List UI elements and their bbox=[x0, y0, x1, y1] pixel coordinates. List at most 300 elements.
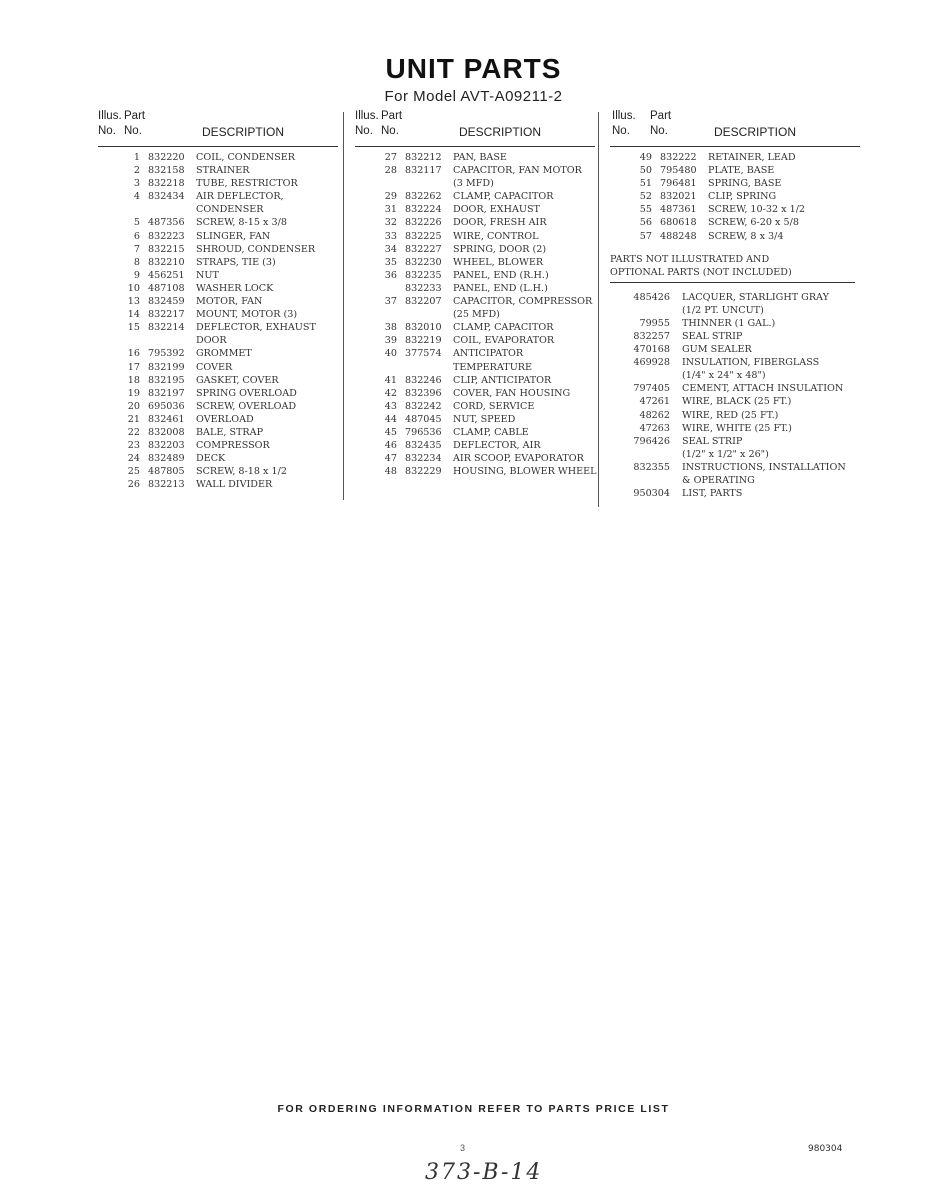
part-number bbox=[610, 369, 682, 382]
list-item bbox=[355, 151, 595, 164]
list-item bbox=[355, 321, 595, 334]
illus-number bbox=[98, 334, 148, 347]
header-rule bbox=[610, 146, 860, 147]
header-rule bbox=[355, 146, 595, 147]
part-description: SCREW, 10-32 x 1/2 bbox=[708, 204, 806, 216]
parts-column-1 bbox=[98, 110, 338, 491]
list-item bbox=[98, 400, 338, 413]
part-number: 832021 bbox=[660, 191, 697, 203]
part-number: 832212 bbox=[405, 152, 442, 163]
part-number: 832226 bbox=[405, 217, 442, 229]
part-description: INSULATION, FIBERGLASS bbox=[682, 357, 820, 369]
illus-number: 50 bbox=[639, 165, 652, 177]
list-item bbox=[610, 409, 860, 422]
list-item bbox=[610, 317, 860, 330]
list-item bbox=[355, 243, 595, 256]
part-number: 832210 bbox=[148, 256, 185, 268]
part-description: SCREW, 8-15 x 3/8 bbox=[196, 217, 287, 229]
part-number: 47261 bbox=[639, 396, 670, 408]
list-item bbox=[98, 426, 338, 439]
illus-number: 17 bbox=[127, 361, 140, 373]
part-number: 832197 bbox=[148, 387, 185, 399]
list-item bbox=[610, 164, 860, 177]
part-number: 487361 bbox=[660, 204, 697, 216]
part-description: SHROUD, CONDENSER bbox=[196, 243, 316, 255]
illus-number: 39 bbox=[384, 335, 397, 347]
part-description: CAPACITOR, COMPRESSOR bbox=[453, 296, 593, 308]
illus-number: 28 bbox=[384, 165, 397, 177]
list-item bbox=[355, 426, 595, 439]
header-illus-no: No. bbox=[612, 125, 630, 137]
part-description: LACQUER, STARLIGHT GRAY bbox=[682, 291, 829, 303]
part-number bbox=[405, 308, 453, 321]
part-number: 487356 bbox=[148, 217, 185, 229]
part-number: 832213 bbox=[148, 479, 185, 491]
list-item bbox=[98, 465, 338, 478]
list-item bbox=[355, 439, 595, 452]
illus-number: 25 bbox=[127, 466, 140, 478]
illus-number: 34 bbox=[384, 243, 397, 255]
illus-number: 57 bbox=[639, 230, 652, 242]
part-number: 377574 bbox=[405, 348, 442, 360]
part-number: 832230 bbox=[405, 256, 442, 268]
part-number: 832246 bbox=[405, 374, 442, 386]
part-number: 832214 bbox=[148, 322, 185, 334]
page-number: 3 bbox=[460, 1143, 466, 1153]
part-number: 796426 bbox=[633, 435, 670, 447]
list-item bbox=[610, 369, 860, 382]
part-number: 832242 bbox=[405, 400, 442, 412]
part-number: 487108 bbox=[148, 282, 185, 294]
part-description: WIRE, RED (25 FT.) bbox=[682, 409, 779, 421]
list-item bbox=[355, 256, 595, 269]
column-divider bbox=[598, 112, 599, 507]
part-description: COMPRESSOR bbox=[196, 440, 270, 452]
part-description: SCREW, 6-20 x 5/8 bbox=[708, 217, 799, 229]
illus-number: 20 bbox=[127, 400, 140, 412]
illus-number: 31 bbox=[384, 204, 397, 216]
part-number: 456251 bbox=[148, 269, 185, 281]
illus-number: 13 bbox=[127, 296, 140, 308]
illus-number: 45 bbox=[384, 426, 397, 438]
illus-number: 21 bbox=[127, 413, 140, 425]
part-number: 832219 bbox=[405, 335, 442, 347]
list-item bbox=[610, 330, 860, 343]
list-item bbox=[610, 343, 860, 356]
part-number: 832225 bbox=[405, 230, 442, 242]
part-number: 832223 bbox=[148, 230, 185, 242]
illus-number: 35 bbox=[384, 256, 397, 268]
list-item bbox=[610, 448, 860, 461]
part-number: 832396 bbox=[405, 387, 442, 399]
illus-number: 1 bbox=[133, 152, 140, 163]
part-description: DOOR, FRESH AIR bbox=[453, 217, 547, 229]
part-description: LIST, PARTS bbox=[682, 488, 743, 500]
illus-number: 23 bbox=[127, 440, 140, 452]
part-description: COIL, EVAPORATOR bbox=[453, 335, 555, 347]
part-number bbox=[610, 304, 682, 317]
part-description: STRAPS, TIE (3) bbox=[196, 256, 276, 268]
part-description: SPRING, BASE bbox=[708, 178, 782, 190]
list-item bbox=[98, 203, 338, 216]
list-item bbox=[610, 435, 860, 448]
column-header bbox=[610, 110, 860, 146]
list-item bbox=[610, 190, 860, 203]
list-item bbox=[355, 190, 595, 203]
part-description: CEMENT, ATTACH INSULATION bbox=[682, 383, 844, 395]
illus-number bbox=[355, 308, 405, 321]
illus-number: 40 bbox=[384, 348, 397, 360]
illus-number: 2 bbox=[133, 165, 140, 177]
part-number: 832434 bbox=[148, 191, 185, 203]
illus-number bbox=[98, 203, 148, 216]
list-item bbox=[98, 256, 338, 269]
part-number: 832218 bbox=[148, 178, 185, 190]
part-description: (1/4" x 24" x 48") bbox=[682, 370, 766, 382]
illus-number: 55 bbox=[639, 204, 652, 216]
list-item bbox=[610, 461, 860, 474]
part-description: WIRE, WHITE (25 FT.) bbox=[682, 422, 792, 434]
header-illus: Illus. bbox=[355, 110, 379, 122]
list-item bbox=[98, 334, 338, 347]
part-number: 470168 bbox=[633, 344, 670, 356]
illus-number: 4 bbox=[133, 191, 140, 203]
document-code: 980304 bbox=[808, 1144, 843, 1154]
part-description: SPRING, DOOR (2) bbox=[453, 243, 547, 255]
illus-number bbox=[355, 282, 405, 295]
illus-number: 36 bbox=[384, 269, 397, 281]
part-description: COVER, FAN HOUSING bbox=[453, 387, 571, 399]
header-illus-no: No. bbox=[98, 125, 116, 137]
part-number: 695036 bbox=[148, 400, 185, 412]
part-number: 47263 bbox=[639, 422, 670, 434]
list-item bbox=[355, 269, 595, 282]
part-number: 832224 bbox=[405, 204, 442, 216]
part-description: OVERLOAD bbox=[196, 413, 254, 425]
list-item bbox=[610, 422, 860, 435]
part-number: 832203 bbox=[148, 440, 185, 452]
list-item bbox=[355, 164, 595, 177]
list-item bbox=[610, 203, 860, 216]
page-title: UNIT PARTS bbox=[385, 53, 562, 84]
list-item bbox=[355, 400, 595, 413]
list-item bbox=[355, 203, 595, 216]
part-description: AIR DEFLECTOR, bbox=[196, 191, 284, 203]
part-number: 832217 bbox=[148, 309, 185, 321]
note-rule bbox=[610, 282, 855, 283]
part-description: SPRING OVERLOAD bbox=[196, 387, 297, 399]
part-description: AIR SCOOP, EVAPORATOR bbox=[453, 453, 584, 465]
part-number: 832215 bbox=[148, 243, 185, 255]
illus-number: 7 bbox=[133, 243, 140, 255]
illus-number: 8 bbox=[133, 256, 140, 268]
part-description: (1/2" x 1/2" x 26") bbox=[682, 448, 769, 460]
illus-number: 32 bbox=[384, 217, 397, 229]
part-description: CLAMP, CAPACITOR bbox=[453, 191, 554, 203]
illus-number: 10 bbox=[127, 282, 140, 294]
part-description: WHEEL, BLOWER bbox=[453, 256, 544, 268]
list-item bbox=[355, 361, 595, 374]
illus-number: 48 bbox=[384, 466, 397, 478]
part-number: 48262 bbox=[639, 409, 670, 421]
part-description: BALE, STRAP bbox=[196, 426, 264, 438]
list-item bbox=[98, 374, 338, 387]
part-number: 487805 bbox=[148, 466, 185, 478]
list-item bbox=[610, 230, 860, 243]
illus-number: 14 bbox=[127, 309, 140, 321]
part-number: 832461 bbox=[148, 413, 185, 425]
parts-column-2 bbox=[355, 110, 595, 478]
list-item bbox=[98, 177, 338, 190]
parts-column-3 bbox=[610, 110, 860, 500]
list-item bbox=[98, 308, 338, 321]
list-item bbox=[98, 282, 338, 295]
part-description: GASKET, COVER bbox=[196, 374, 279, 386]
illus-number: 3 bbox=[133, 178, 140, 190]
part-number: 950304 bbox=[633, 488, 670, 500]
part-description: CLAMP, CABLE bbox=[453, 426, 529, 438]
part-description: GUM SEALER bbox=[682, 344, 752, 356]
list-item bbox=[98, 347, 338, 360]
part-number: 795480 bbox=[660, 165, 697, 177]
part-number bbox=[148, 334, 196, 347]
list-item bbox=[355, 282, 595, 295]
list-item bbox=[355, 308, 595, 321]
part-description: NUT bbox=[196, 269, 219, 281]
part-description: INSTRUCTIONS, INSTALLATION bbox=[682, 461, 846, 473]
part-description: NUT, SPEED bbox=[453, 413, 516, 425]
part-description: DOOR, EXHAUST bbox=[453, 204, 540, 216]
list-item bbox=[98, 439, 338, 452]
part-number: 796481 bbox=[660, 178, 697, 190]
part-number: 832199 bbox=[148, 361, 185, 373]
illus-number: 9 bbox=[133, 269, 140, 281]
part-number: 79955 bbox=[639, 317, 670, 329]
list-item bbox=[98, 164, 338, 177]
header-part-no: No. bbox=[124, 125, 142, 137]
part-number: 469928 bbox=[633, 357, 670, 369]
list-item bbox=[98, 361, 338, 374]
list-item bbox=[98, 216, 338, 229]
part-number: 832355 bbox=[633, 461, 670, 473]
header-description: DESCRIPTION bbox=[714, 125, 797, 139]
part-number: 796536 bbox=[405, 426, 442, 438]
parts-list bbox=[355, 151, 595, 478]
illus-number: 47 bbox=[384, 453, 397, 465]
header-description: DESCRIPTION bbox=[459, 125, 542, 139]
part-description: MOTOR, FAN bbox=[196, 296, 263, 308]
parts-list bbox=[98, 151, 338, 491]
part-number: 832257 bbox=[633, 330, 670, 342]
list-item bbox=[610, 487, 860, 500]
part-number: 832489 bbox=[148, 453, 185, 465]
list-item bbox=[98, 190, 338, 203]
part-description: WASHER LOCK bbox=[196, 282, 274, 294]
part-description: (3 MFD) bbox=[453, 178, 494, 190]
part-number: 680618 bbox=[660, 217, 697, 229]
part-number: 832158 bbox=[148, 165, 185, 177]
part-description: DECK bbox=[196, 453, 226, 465]
part-description: HOUSING, BLOWER WHEEL bbox=[453, 466, 597, 478]
illus-number: 43 bbox=[384, 400, 397, 412]
optional-parts-list bbox=[610, 291, 860, 501]
illus-number: 42 bbox=[384, 387, 397, 399]
part-description: COIL, CONDENSER bbox=[196, 152, 295, 163]
list-item bbox=[98, 230, 338, 243]
part-description: PLATE, BASE bbox=[708, 165, 775, 177]
illus-number: 46 bbox=[384, 440, 397, 452]
header-description: DESCRIPTION bbox=[202, 125, 285, 139]
part-description: PANEL, END (L.H.) bbox=[453, 282, 548, 294]
optional-parts-note bbox=[610, 253, 860, 279]
illus-number: 26 bbox=[127, 479, 140, 491]
part-description: CORD, SERVICE bbox=[453, 400, 535, 412]
illus-number: 16 bbox=[127, 348, 140, 360]
part-number: 832235 bbox=[405, 269, 442, 281]
header-part-no: No. bbox=[381, 125, 399, 137]
column-divider bbox=[343, 112, 344, 500]
part-description: DEFLECTOR, AIR bbox=[453, 440, 541, 452]
part-number: 485426 bbox=[633, 291, 670, 303]
part-description: SEAL STRIP bbox=[682, 330, 743, 342]
illus-number: 15 bbox=[127, 322, 140, 334]
header-illus-no: No. bbox=[355, 125, 373, 137]
list-item bbox=[98, 321, 338, 334]
part-number bbox=[610, 448, 682, 461]
header-part: Part bbox=[381, 110, 403, 122]
part-number: 832229 bbox=[405, 466, 442, 478]
parts-list bbox=[610, 151, 860, 243]
part-number bbox=[148, 203, 196, 216]
list-item bbox=[355, 295, 595, 308]
list-item bbox=[98, 387, 338, 400]
part-description: TEMPERATURE bbox=[453, 361, 533, 373]
list-item bbox=[355, 452, 595, 465]
part-description: GROMMET bbox=[196, 348, 252, 360]
list-item bbox=[98, 478, 338, 491]
part-number: 832207 bbox=[405, 296, 442, 308]
part-description: DOOR bbox=[196, 335, 227, 347]
illus-number: 5 bbox=[133, 217, 140, 229]
illus-number bbox=[355, 361, 405, 374]
part-description: (25 MFD) bbox=[453, 309, 500, 321]
part-number: 832234 bbox=[405, 453, 442, 465]
list-item bbox=[98, 295, 338, 308]
note-line-2: OPTIONAL PARTS (NOT INCLUDED) bbox=[610, 266, 792, 278]
part-description: WIRE, CONTROL bbox=[453, 230, 539, 242]
part-number: 832262 bbox=[405, 191, 442, 203]
illus-number: 33 bbox=[384, 230, 397, 242]
part-number: 832010 bbox=[405, 322, 442, 334]
part-description: RETAINER, LEAD bbox=[708, 152, 796, 163]
list-item bbox=[355, 177, 595, 190]
part-number: 832222 bbox=[660, 152, 697, 163]
part-description: CLIP, ANTICIPATOR bbox=[453, 374, 552, 386]
part-description: SEAL STRIP bbox=[682, 435, 743, 447]
illus-number: 18 bbox=[127, 374, 140, 386]
illus-number: 22 bbox=[127, 426, 140, 438]
part-description: PAN, BASE bbox=[453, 152, 507, 163]
illus-number: 19 bbox=[127, 387, 140, 399]
illus-number: 29 bbox=[384, 191, 397, 203]
illus-number: 24 bbox=[127, 453, 140, 465]
list-item bbox=[610, 216, 860, 229]
list-item bbox=[610, 151, 860, 164]
list-item bbox=[98, 452, 338, 465]
column-header bbox=[98, 110, 338, 146]
list-item bbox=[355, 347, 595, 360]
list-item bbox=[355, 465, 595, 478]
part-description: CLIP, SPRING bbox=[708, 191, 777, 203]
illus-number: 41 bbox=[384, 374, 397, 386]
part-number: 795392 bbox=[148, 348, 185, 360]
list-item bbox=[98, 151, 338, 164]
part-number: 797405 bbox=[633, 383, 670, 395]
illus-number: 37 bbox=[384, 296, 397, 308]
part-description: CONDENSER bbox=[196, 204, 264, 216]
list-item bbox=[98, 243, 338, 256]
part-number: 832195 bbox=[148, 374, 185, 386]
part-description: CLAMP, CAPACITOR bbox=[453, 322, 554, 334]
header-illus: Illus. bbox=[98, 110, 122, 122]
list-item bbox=[610, 304, 860, 317]
part-description: SCREW, 8-18 x 1/2 bbox=[196, 466, 287, 478]
list-item bbox=[355, 374, 595, 387]
part-description: STRAINER bbox=[196, 165, 250, 177]
list-item bbox=[610, 382, 860, 395]
list-item bbox=[355, 413, 595, 426]
illus-number: 51 bbox=[639, 178, 652, 190]
part-description: THINNER (1 GAL.) bbox=[682, 317, 776, 329]
part-number bbox=[405, 361, 453, 374]
illus-number: 27 bbox=[384, 152, 397, 163]
header-part-no: No. bbox=[650, 125, 668, 137]
part-description: DEFLECTOR, EXHAUST bbox=[196, 322, 316, 334]
part-description: (1/2 PT. UNCUT) bbox=[682, 304, 764, 316]
illus-number: 6 bbox=[133, 230, 140, 242]
illus-number bbox=[355, 177, 405, 190]
list-item bbox=[98, 413, 338, 426]
header-illus: Illus. bbox=[612, 110, 636, 122]
list-item bbox=[610, 395, 860, 408]
part-description: WIRE, BLACK (25 FT.) bbox=[682, 396, 792, 408]
header-rule bbox=[98, 146, 338, 147]
handwritten-note: 373-B-14 bbox=[425, 1160, 543, 1185]
list-item bbox=[610, 356, 860, 369]
note-line-1: PARTS NOT ILLUSTRATED AND bbox=[610, 253, 770, 265]
illus-number: 49 bbox=[639, 152, 652, 163]
list-item bbox=[355, 387, 595, 400]
part-description: SCREW, OVERLOAD bbox=[196, 400, 297, 412]
part-number bbox=[405, 177, 453, 190]
list-item bbox=[98, 269, 338, 282]
part-description: & OPERATING bbox=[682, 474, 755, 486]
part-description: TUBE, RESTRICTOR bbox=[196, 178, 298, 190]
column-header bbox=[355, 110, 595, 146]
list-item bbox=[355, 230, 595, 243]
list-item bbox=[355, 216, 595, 229]
part-number bbox=[610, 474, 682, 487]
part-number: 832220 bbox=[148, 152, 185, 163]
part-description: WALL DIVIDER bbox=[196, 479, 273, 491]
list-item bbox=[355, 334, 595, 347]
ordering-note: FOR ORDERING INFORMATION REFER TO PARTS PRICE LIST bbox=[277, 1103, 670, 1115]
part-number: 832435 bbox=[405, 440, 442, 452]
part-number: 832008 bbox=[148, 426, 185, 438]
part-description: SCREW, 8 x 3/4 bbox=[708, 230, 784, 242]
part-number: 832459 bbox=[148, 296, 185, 308]
part-number: 832117 bbox=[405, 165, 442, 177]
